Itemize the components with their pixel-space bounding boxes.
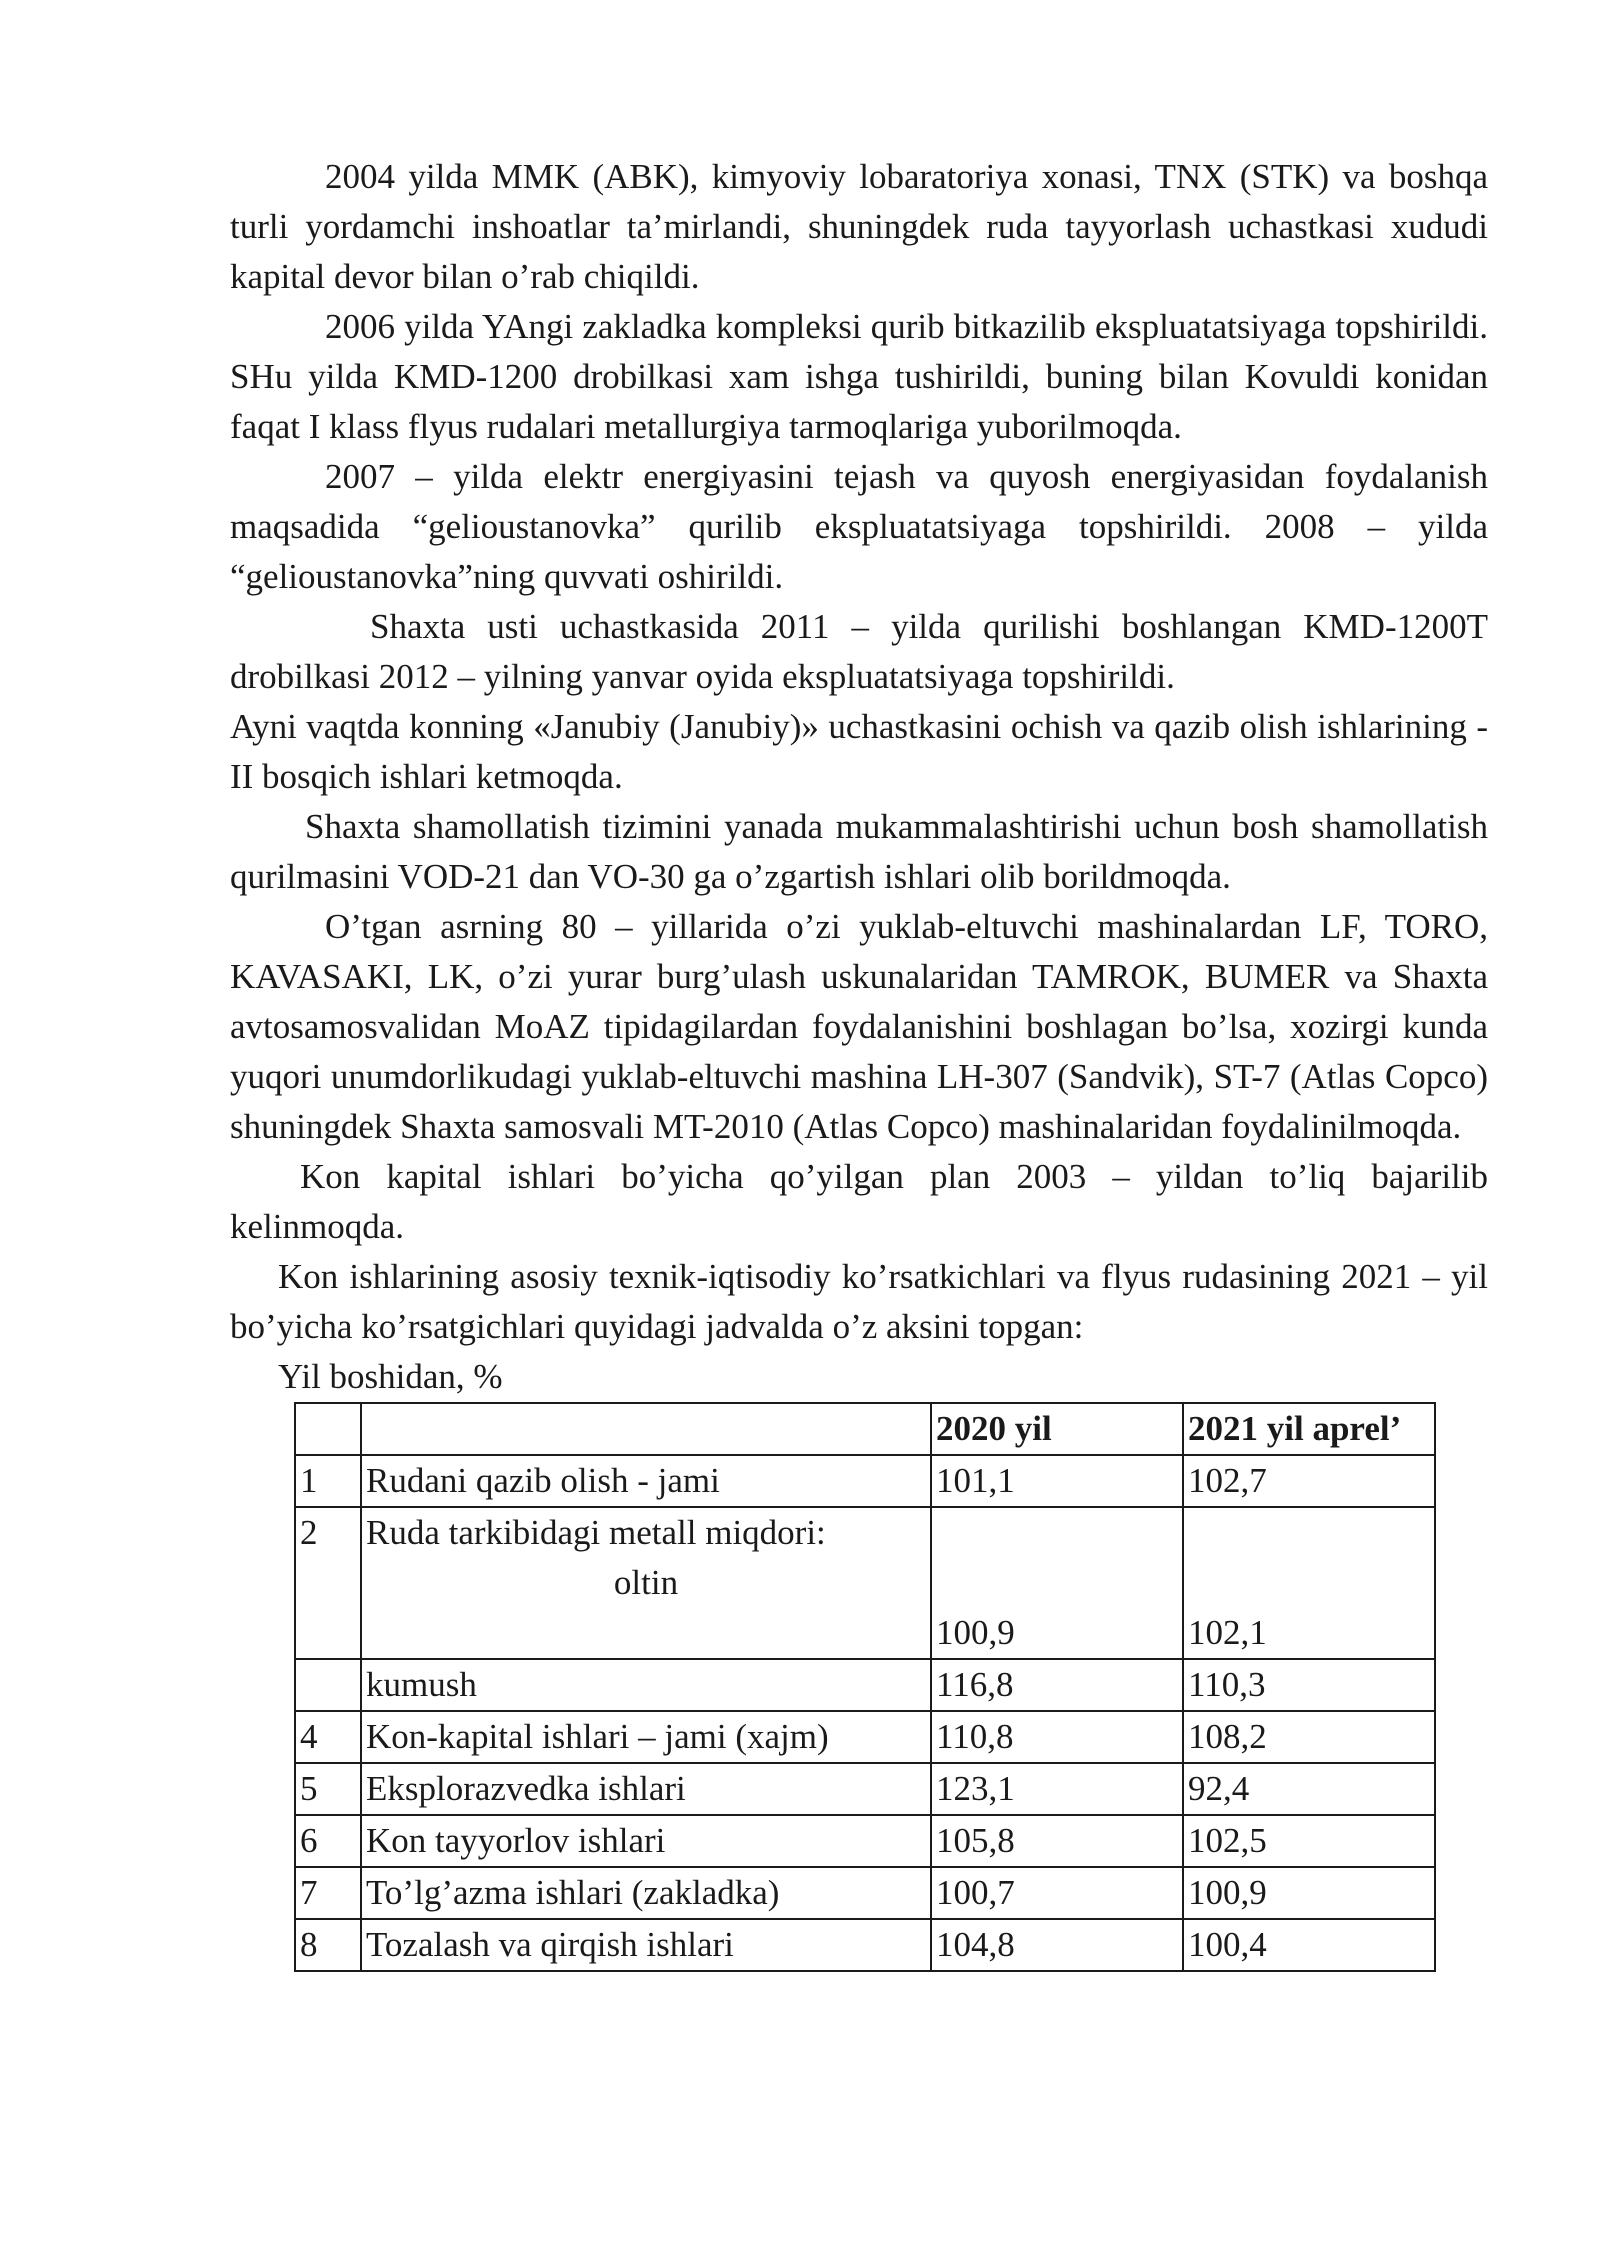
row-value-2021: 100,9	[1183, 1867, 1435, 1919]
row-name: To’lg’azma ishlari (zakladka)	[361, 1867, 931, 1919]
row-value-2021: 102,1	[1188, 1613, 1267, 1652]
row-name: Kon tayyorlov ishlari	[361, 1815, 931, 1867]
row-value-2020: 105,8	[931, 1815, 1183, 1867]
row-value-2020: 100,9	[936, 1613, 1015, 1652]
paragraph-2011: Shaxta usti uchastkasida 2011 – yilda qurilishi boshlangan KMD-1200T drobilkasi 2012 – yilning yanvar oyida ekspluatatsiyaga topshirildi.	[230, 607, 1488, 696]
table-row	[295, 1455, 1435, 1507]
row-name: Ruda tarkibidagi metall miqdori:	[366, 1513, 826, 1552]
row-value-2020: 104,8	[931, 1919, 1183, 1971]
row-name-spacer	[366, 1608, 926, 1658]
table-row	[295, 1867, 1435, 1919]
row-value-2021: 110,3	[1183, 1659, 1435, 1711]
header-2020: 2020 yil	[931, 1403, 1183, 1455]
paragraph-2007: 2007 – yilda elektr energiyasini tejash va quyosh energiyasidan foydalanish maqsadida “gelioustanovka” qurilib ekspluatatsiyaga topshirildi. 2008 – yilda “gelioustanovka”ning quvvati oshirildi.	[230, 457, 1488, 596]
paragraph-janubiy: Ayni vaqtda konning «Janubiy (Janubiy)» uchastkasini ochish va qazib olish ishlarining - II bosqich ishlari ketmoqda.	[230, 707, 1488, 796]
row-name: kumush	[361, 1659, 931, 1711]
table-row	[295, 1919, 1435, 1971]
header-2021: 2021 yil aprel’	[1183, 1403, 1435, 1455]
row-value-2020: 100,7	[931, 1867, 1183, 1919]
row-value-2020: 110,8	[931, 1711, 1183, 1763]
indicators-table	[294, 1402, 1436, 1972]
row-num	[295, 1659, 361, 1711]
table-header-row	[295, 1403, 1435, 1455]
paragraph-table-intro: Kon ishlarining asosiy texnik-iqtisodiy ko’rsatkichlari va flyus rudasining 2021 – yil bo’yicha ko’rsatgichlari quyidagi jadvalda o’z aksini topgan:	[230, 1257, 1488, 1346]
row-value-2021-cell	[1183, 1507, 1435, 1659]
header-num	[295, 1403, 361, 1455]
row-value-2021: 108,2	[1183, 1711, 1435, 1763]
row-name-cell	[361, 1507, 931, 1659]
table-row	[295, 1659, 1435, 1711]
table-row	[295, 1815, 1435, 1867]
paragraph-capital-works: Kon kapital ishlari bo’yicha qo’yilgan plan 2003 – yildan to’liq bajarilib kelinmoqda.	[230, 1157, 1488, 1246]
row-value-2021: 102,5	[1183, 1815, 1435, 1867]
row-value-2020: 116,8	[931, 1659, 1183, 1711]
row-name: Rudani qazib olish - jami	[361, 1455, 931, 1507]
row-num: 5	[295, 1763, 361, 1815]
row-value-2020: 123,1	[931, 1763, 1183, 1815]
table-row	[295, 1507, 1435, 1659]
row-num: 7	[295, 1867, 361, 1919]
row-num: 2	[295, 1507, 361, 1659]
paragraph-2006: 2006 yilda YAngi zakladka kompleksi qurib bitkazilib ekspluatatsiyaga topshirildi. SHu yilda KMD-1200 drobilkasi xam ishga tushirildi, buning bilan Kovuldi konidan faqat I klass flyus rudalari metallurgiya tarmoqlariga yuborilmoqda.	[230, 307, 1488, 446]
table-row	[295, 1763, 1435, 1815]
row-value-2021: 92,4	[1183, 1763, 1435, 1815]
row-value-2021: 100,4	[1183, 1919, 1435, 1971]
row-name: Tozalash va qirqish ishlari	[361, 1919, 931, 1971]
row-value-2021: 102,7	[1183, 1455, 1435, 1507]
paragraph-2004: 2004 yilda MMK (ABK), kimyoviy lobaratoriya xonasi, TNX (STK) va boshqa turli yordamchi inshoatlar ta’mirlandi, shuningdek ruda tayyorlash uchastkasi xududi kapital devor bilan o’rab chiqildi.	[230, 157, 1488, 296]
paragraph-machinery: O’tgan asrning 80 – yillarida o’zi yuklab-eltuvchi mashinalardan LF, TORO, KAVASAKI, LK, o’zi yurar burg’ulash uskunalaridan TAMROK, BUMER va Shaxta avtosamosvalidan MoAZ tipidagilardan foydalanishini boshlagan bo’lsa, xozirgi kunda yuqori unumdorlikudagi yuklab-eltuvchi mashina LH-307 (Sandvik), ST-7 (Atlas Copco) shuningdek Shaxta samosvali MT-2010 (Atlas Copco) mashinalaridan foydalinilmoqda.	[230, 907, 1488, 1146]
paragraph-ventilation: Shaxta shamollatish tizimini yanada mukammalashtirishi uchun bosh shamollatish qurilmasini VOD-21 dan VO-30 ga o’zgartish ishlari olib borildmoqda.	[230, 807, 1488, 896]
table-row	[295, 1711, 1435, 1763]
table-caption: Yil boshidan, %	[278, 1357, 503, 1396]
row-name: Eksplorazvedka ishlari	[361, 1763, 931, 1815]
row-num: 6	[295, 1815, 361, 1867]
row-num: 8	[295, 1919, 361, 1971]
row-num: 4	[295, 1711, 361, 1763]
header-name	[361, 1403, 931, 1455]
row-subname-oltin: oltin	[613, 1563, 679, 1602]
row-name: Kon-kapital ishlari – jami (xajm)	[361, 1711, 931, 1763]
row-value-2020-cell	[931, 1507, 1183, 1659]
row-value-2020: 101,1	[931, 1455, 1183, 1507]
document-page	[230, 152, 1488, 1972]
row-num: 1	[295, 1455, 361, 1507]
